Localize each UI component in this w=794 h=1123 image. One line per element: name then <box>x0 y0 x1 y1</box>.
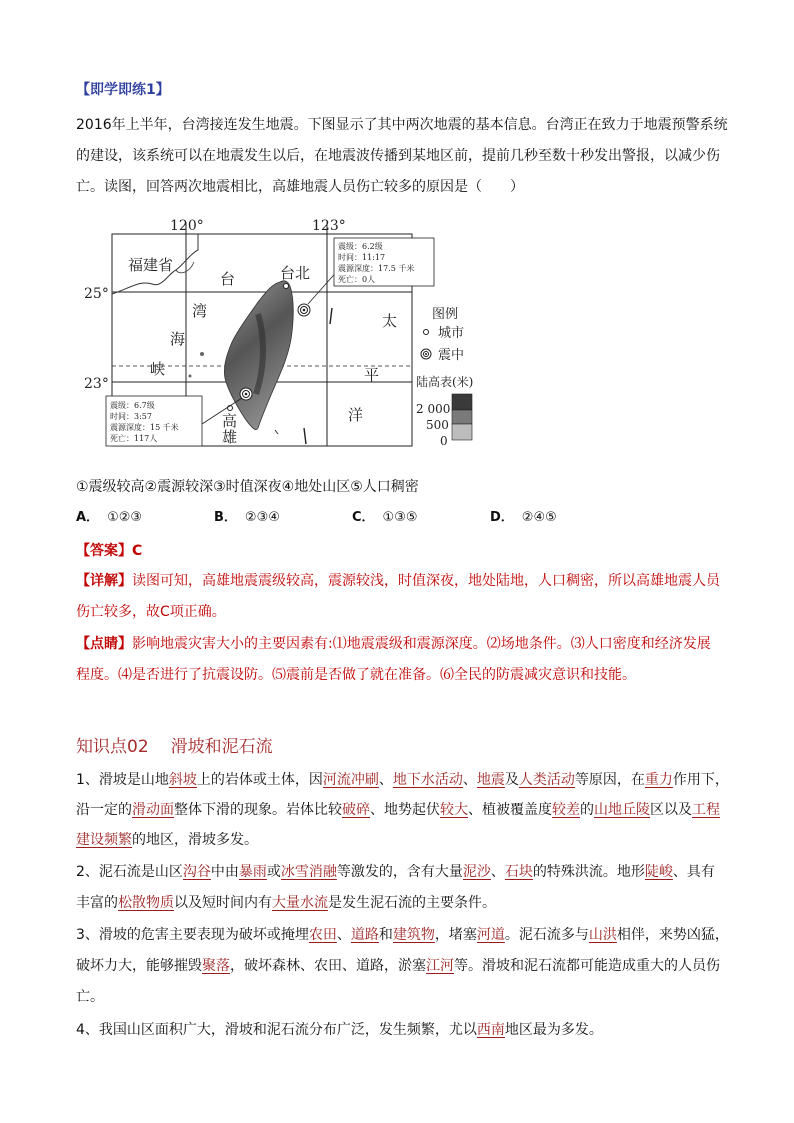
legend-elevation: 陆高表(米) <box>416 375 474 389</box>
choice-b[interactable]: B． ②③④ <box>214 510 280 525</box>
p2-line-1: 2、泥石流是山区沟谷中由暴雨或冰雪消融等激发的，含有大量泥沙、石块的特殊洪流。地形陡峻、具有 <box>76 864 715 880</box>
lat-label-23: 23° <box>84 376 109 392</box>
elevation-swatch-low <box>452 424 472 440</box>
p3-line-3: 亡。 <box>76 989 104 1005</box>
p3-line-2: 破坏力大，能够摧毁聚落，破坏森林、农田、道路，淤塞江河等。滑坡和泥石流都可能造成重大的人员伤 <box>76 958 720 974</box>
intro-line-1: 2016年上半年，台湾接连发生地震。下图显示了其中两次地震的基本信息。台湾正在致力于地震预警系统 <box>76 117 728 133</box>
legend-title: 图例 <box>432 307 459 322</box>
label-hai: 海 <box>170 330 186 348</box>
p4-line-1: 4、我国山区面积广大，滑坡和泥石流分布广泛，发生频繁，尤以西南地区最为多发。 <box>76 1022 603 1038</box>
p1-line-2: 沿一定的滑动面整体下滑的现象。岩体比较破碎、地势起伏较大、植被覆盖度较差的山地丘陵区以及工程 <box>76 802 720 818</box>
lat-label-25: 25° <box>84 286 109 302</box>
lon-label-120: 120° <box>170 218 204 234</box>
detail-line-2: 伤亡较多，故C项正确。 <box>76 604 226 620</box>
label-tai-ocean: 太 <box>382 312 398 330</box>
kaohsiung-deaths: 死亡：117人 <box>110 434 158 443</box>
taiwan-earthquake-map <box>80 214 480 454</box>
taipei-deaths: 死亡：0人 <box>338 275 376 284</box>
detail-line-1: 【详解】读图可知，高雄地震震级较高，震源较浅，时值深夜，地处陆地，人口稠密，所以高雄地震人员 <box>76 573 720 589</box>
legend-epicenter: 震中 <box>438 348 465 363</box>
label-xia: 峡 <box>150 360 166 378</box>
tip-line-2: 程度。⑷是否进行了抗震设防。⑸震前是否做了就在准备。⑹全民的防震减灾意识和技能。 <box>76 667 636 683</box>
elevation-swatch-mid <box>452 410 472 424</box>
taipei-depth: 震源深度：17.5 千米 <box>338 264 415 273</box>
elevation-swatch-high <box>452 394 472 410</box>
lon-label-123: 123° <box>312 218 346 234</box>
label-taipei: 台北 <box>280 264 311 282</box>
label-gao: 高 <box>222 412 238 430</box>
label-wan: 湾 <box>192 302 208 320</box>
tip-line-1: 【点睛】影响地震灾害大小的主要因素有:⑴地震震级和震源深度。⑵场地条件。⑶人口密度和经济发展 <box>76 636 711 652</box>
p3-line-1: 3、滑坡的危害主要表现为破坏或掩埋农田、道路和建筑物，堵塞河道。泥石流多与山洪相伴，来势凶猛， <box>76 927 729 943</box>
intro-line-2: 的建设，该系统可以在地震发生以后，在地震波传播到某地区前，提前几秒至数十秒发出警报，以减少伤 <box>76 148 720 164</box>
intro-line-3: 亡。读图，回答两次地震相比，高雄地震人员伤亡较多的原因是（ ） <box>76 179 524 195</box>
taipei-time: 时间：11:17 <box>338 253 386 262</box>
p2-line-2: 丰富的松散物质以及短时间内有大量水流是发生泥石流的主要条件。 <box>76 895 496 911</box>
label-yang: 洋 <box>348 406 364 424</box>
kaohsiung-depth: 震源深度：15 千米 <box>110 423 179 432</box>
legend-city: 城市 <box>438 326 465 341</box>
taipei-magnitude: 震级：6.2级 <box>338 242 383 251</box>
answer: 【答案】C <box>76 543 143 559</box>
label-tai: 台 <box>220 270 236 288</box>
legend-city-icon <box>424 330 429 335</box>
taiwan-island <box>224 281 293 430</box>
choice-a[interactable]: A． ①②③ <box>76 510 143 525</box>
choice-d[interactable]: D． ②④⑤ <box>490 510 557 525</box>
p1-line-1: 1、滑坡是山地斜坡上的岩体或土体，因河流冲刷、地下水活动、地震及人类活动等原因，在重力作用下， <box>76 772 729 788</box>
exercise-title: 【即学即练1】 <box>76 82 170 98</box>
label-ping: 平 <box>364 366 380 384</box>
choice-c[interactable]: C． ①③⑤ <box>352 510 418 525</box>
label-xiong: 雄 <box>222 428 238 446</box>
elev-tick-500: 500 <box>426 418 449 432</box>
taipei-city-icon <box>284 284 289 289</box>
label-fujian: 福建省 <box>128 256 174 274</box>
section-heading: 知识点02 滑坡和泥石流 <box>76 737 273 757</box>
p1-line-3: 建设频繁的地区，滑坡多发。 <box>76 832 258 848</box>
elev-tick-0: 0 <box>440 434 448 448</box>
kaohsiung-time: 时间：3:57 <box>110 412 152 421</box>
options-line: ①震级较高②震源较深③时值深夜④地处山区⑤人口稠密 <box>76 479 419 495</box>
kaohsiung-magnitude: 震级：6.7级 <box>110 401 155 410</box>
elev-tick-2000: 2 000 <box>416 402 451 416</box>
